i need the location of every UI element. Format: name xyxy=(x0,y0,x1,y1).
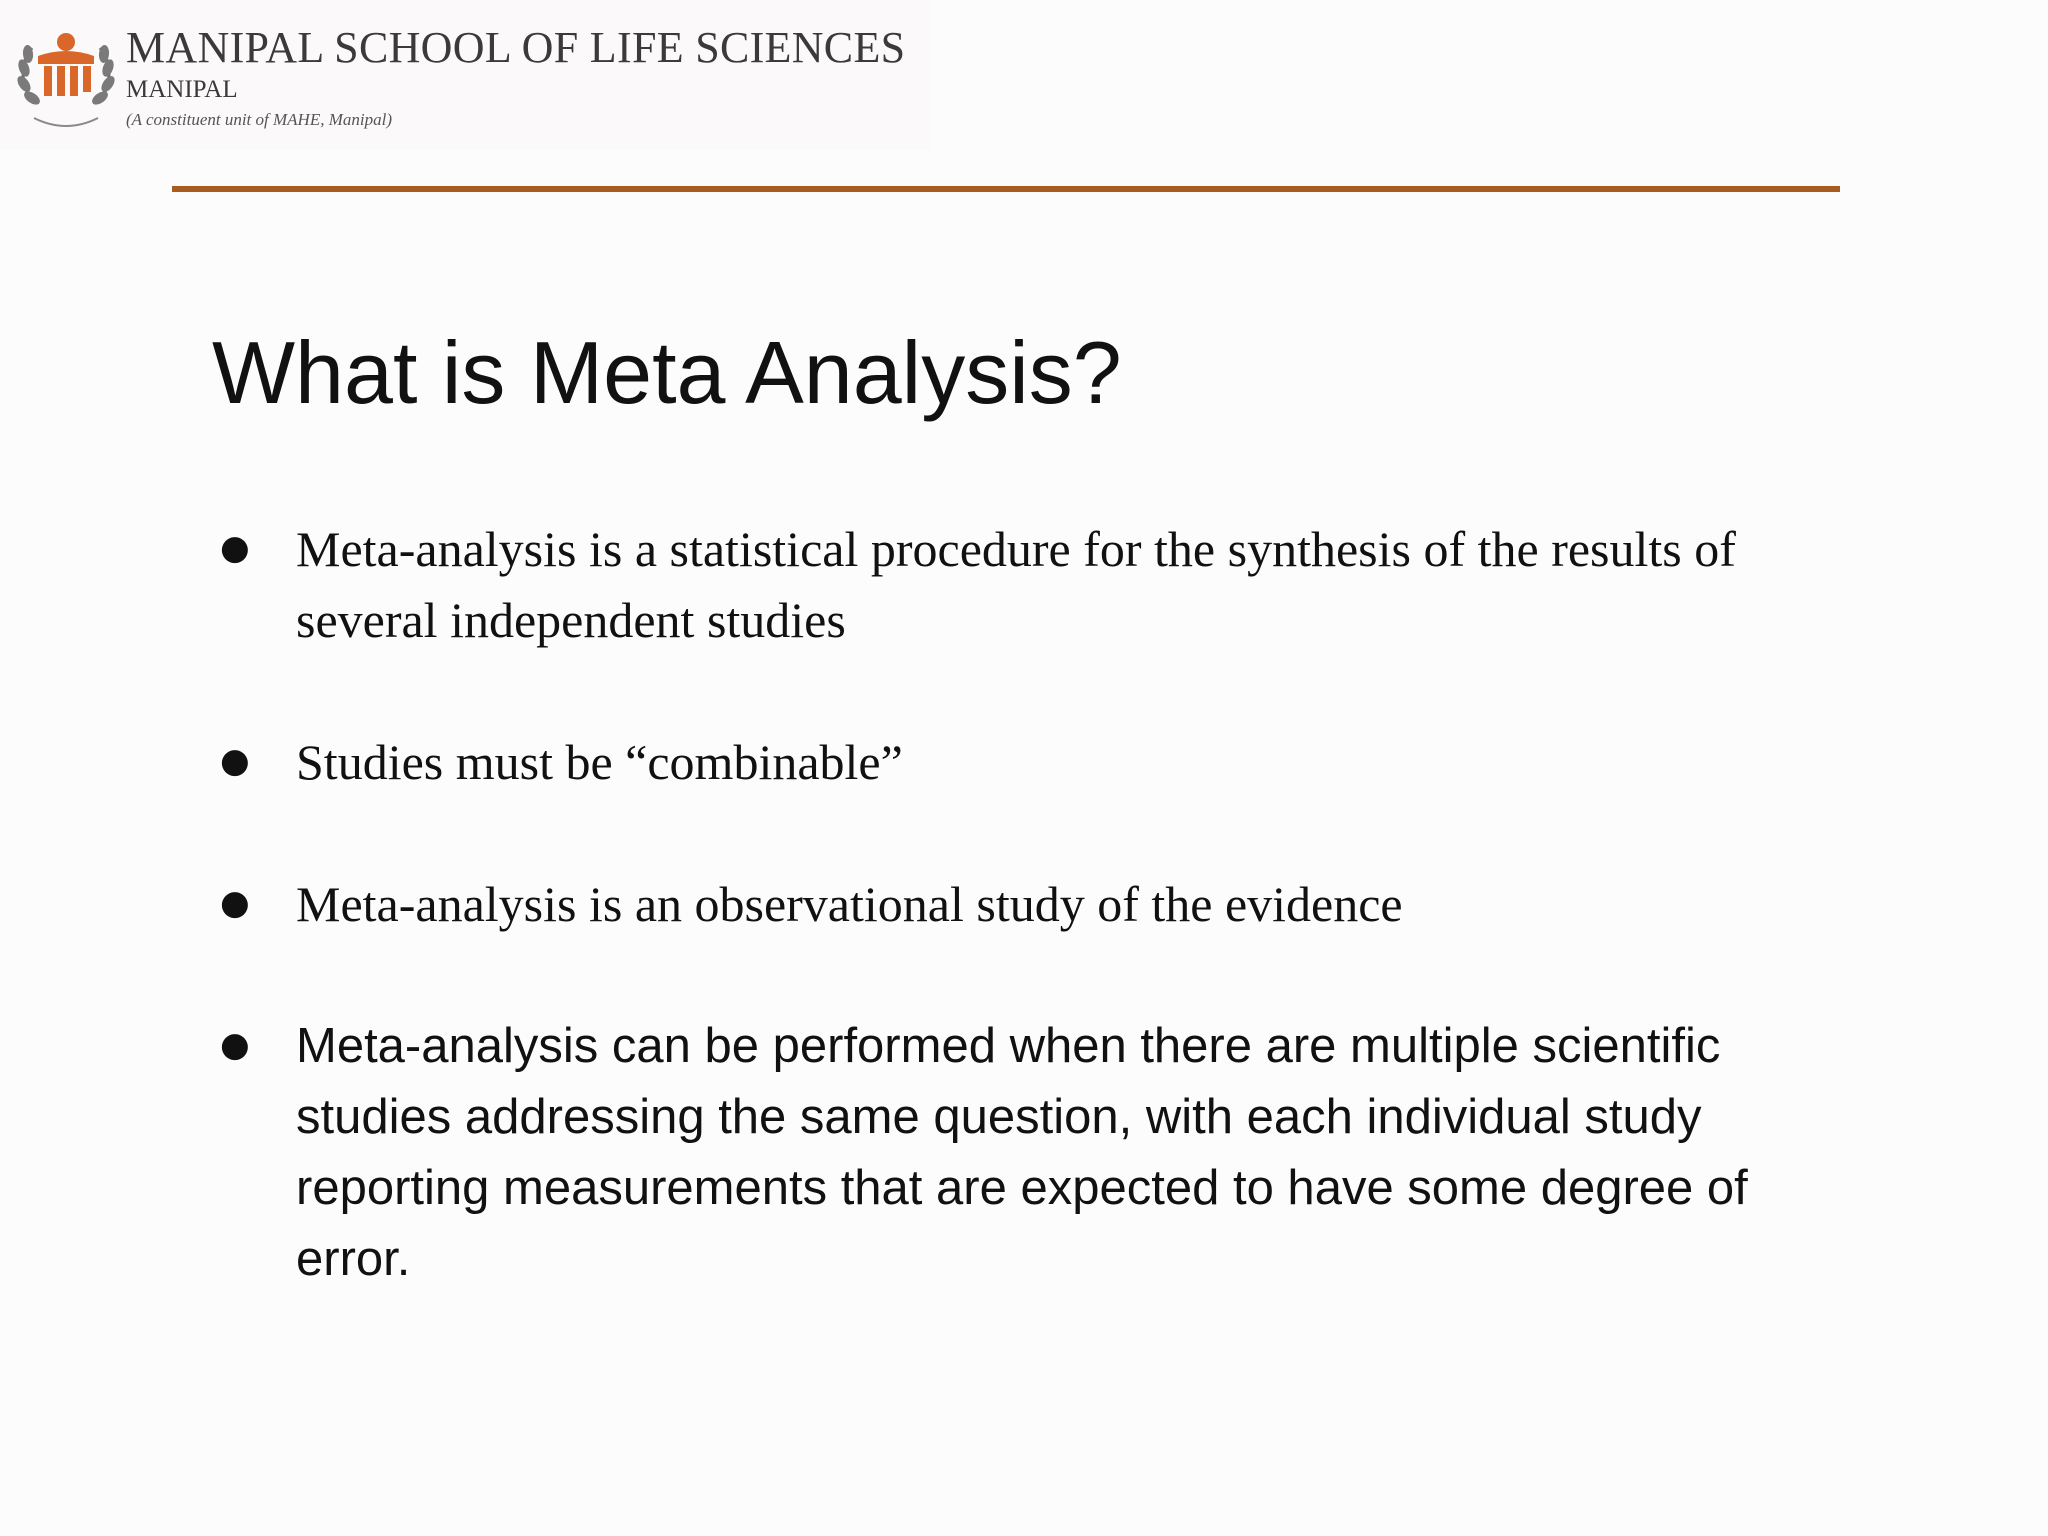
institution-logo xyxy=(14,22,118,140)
bullet-text: Studies must be “combinable” xyxy=(296,734,903,790)
bullet-dot-icon: ● xyxy=(220,528,250,568)
institution-name: MANIPAL SCHOOL OF LIFE SCIENCES xyxy=(126,23,906,72)
bullet-text: Meta-analysis can be performed when there are multiple scientific studies addressing the same question, with each individual study reporting measurements that are expected to have some degree of error. xyxy=(296,1019,1748,1286)
institution-subtitle: (A constituent unit of MAHE, Manipal) xyxy=(126,110,392,129)
header-divider xyxy=(172,186,1840,192)
bullet-dot-icon: ● xyxy=(220,883,250,923)
institution-city: MANIPAL xyxy=(126,76,238,103)
bullet-dot-icon: ● xyxy=(220,741,250,781)
slide-title: What is Meta Analysis? xyxy=(212,323,1122,422)
bullet-text: Meta-analysis is an observational study of the evidence xyxy=(296,876,1403,932)
bullet-dot-icon: ● xyxy=(220,1025,250,1065)
institution-header xyxy=(0,0,930,150)
bullet-text: Meta-analysis is a statistical procedure for the synthesis of the results of several independent studies xyxy=(296,521,1736,648)
